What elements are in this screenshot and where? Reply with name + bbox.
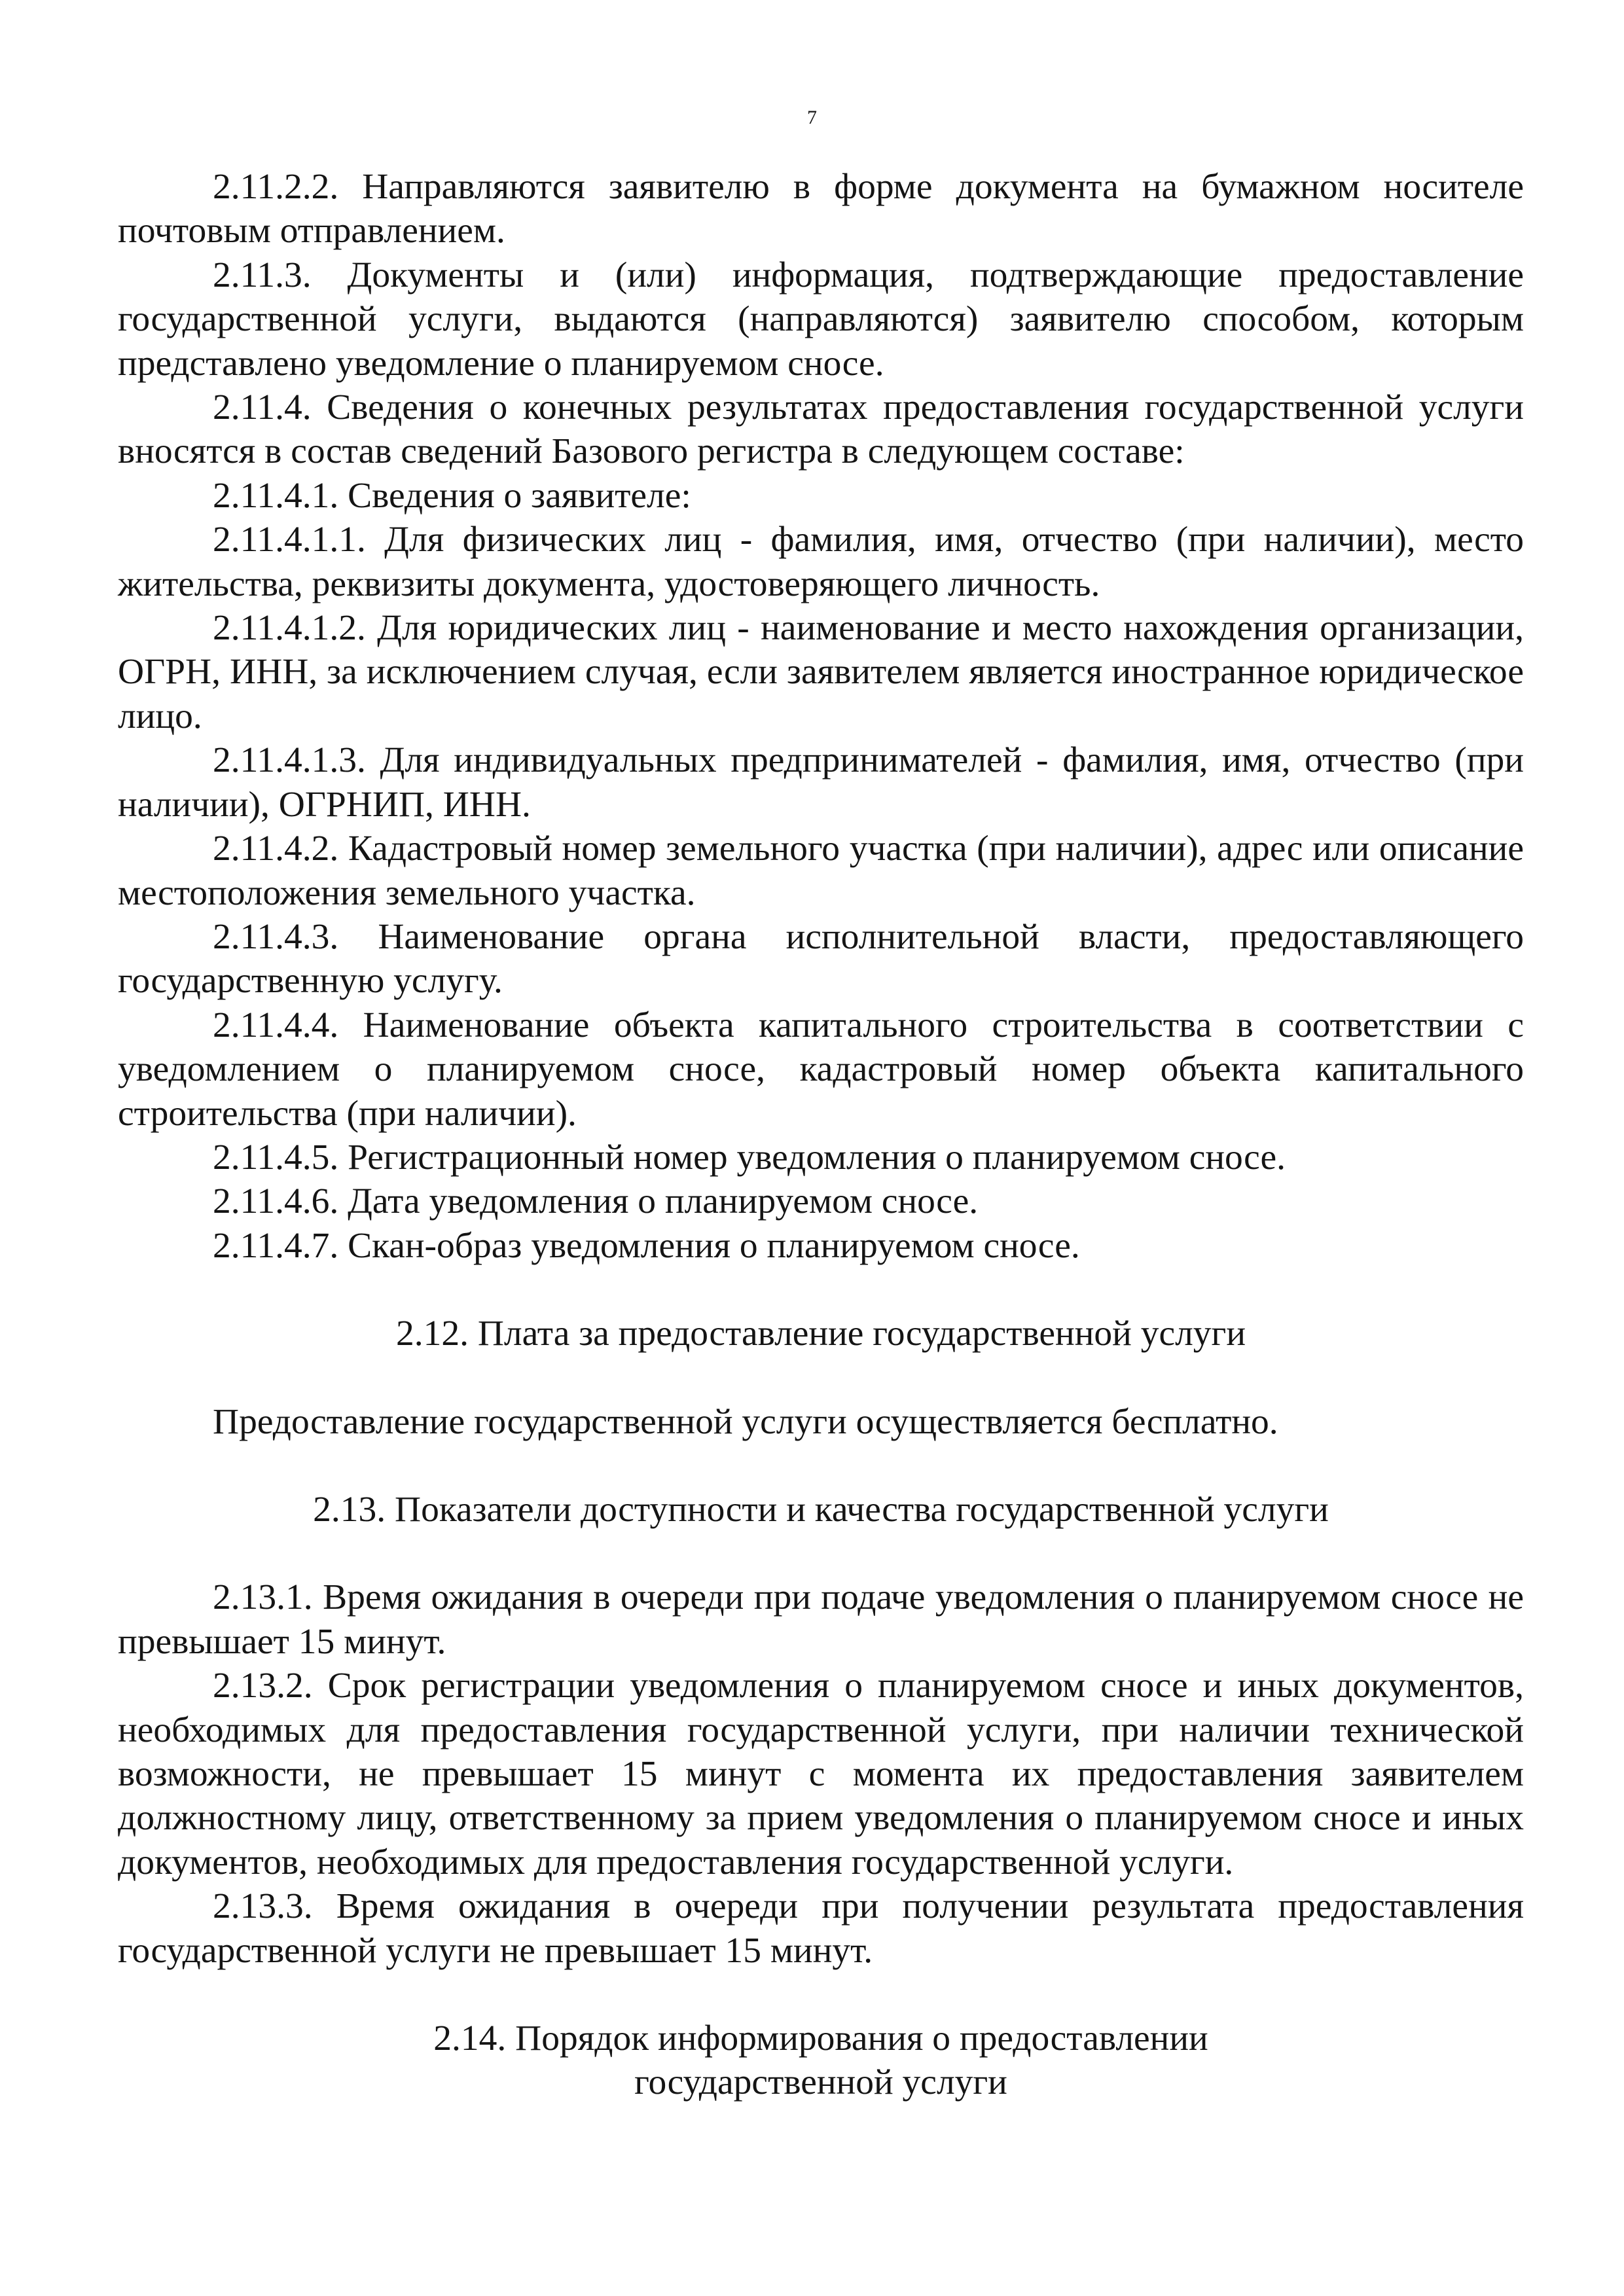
- paragraph-2-11-4-1: 2.11.4.1. Сведения о заявителе:: [213, 475, 691, 516]
- spacer: [118, 1268, 1524, 1312]
- paragraph-2-13-3: 2.13.3. Время ожидания в очереди при получении результата предоставления государственной услуги не превышает 15 минут.: [118, 1886, 1524, 1971]
- page-number: 7: [807, 107, 817, 128]
- spacer: [118, 1973, 1524, 2017]
- paragraph-2-13-1: 2.13.1. Время ожидания в очереди при подаче уведомления о планируемом сносе не превышает 15 минут.: [118, 1577, 1524, 1662]
- paragraph-2-11-4-1-2: 2.11.4.1.2. Для юридических лиц - наименование и место нахождения организации, ОГРН, ИНН, за исключением случая, если заявителем является иностранное юридическое лицо.: [118, 608, 1524, 736]
- section-heading-2-13: 2.13. Показатели доступности и качества государственной услуги: [313, 1489, 1329, 1530]
- paragraph-2-12-text: Предоставление государственной услуги осуществляется бесплатно.: [213, 1401, 1278, 1442]
- document-body: [118, 165, 1524, 2105]
- paragraph-2-11-4-2: 2.11.4.2. Кадастровый номер земельного участка (при наличии), адрес или описание местоположения земельного участка.: [118, 829, 1524, 913]
- paragraph-2-11-4-1-3: 2.11.4.1.3. Для индивидуальных предпринимателей - фамилия, имя, отчество (при наличии), ОГРНИП, ИНН.: [118, 740, 1524, 825]
- paragraph-2-11-4-6: 2.11.4.6. Дата уведомления о планируемом сносе.: [213, 1181, 979, 1222]
- paragraph-2-11-4: 2.11.4. Сведения о конечных результатах предоставления государственной услуги вносятся в состав сведений Базового регистра в следующем составе:: [118, 387, 1524, 472]
- spacer: [118, 1532, 1524, 1575]
- paragraph-2-11-4-3: 2.11.4.3. Наименование органа исполнительной власти, предоставляющего государственную услугу.: [118, 916, 1524, 1001]
- section-heading-2-14-line1: 2.14. Порядок информирования о предоставлении: [433, 2018, 1208, 2059]
- paragraph-2-11-4-7: 2.11.4.7. Скан-образ уведомления о планируемом сносе.: [213, 1225, 1080, 1266]
- paragraph-2-11-4-5: 2.11.4.5. Регистрационный номер уведомления о планируемом сносе.: [213, 1137, 1286, 1177]
- paragraph-2-11-2-2: 2.11.2.2. Направляются заявителю в форме документа на бумажном носителе почтовым отправлением.: [118, 167, 1524, 251]
- section-heading-2-14-line2: государственной услуги: [634, 2062, 1007, 2103]
- section-heading-2-12: 2.12. Плата за предоставление государственной услуги: [395, 1314, 1246, 1354]
- paragraph-2-13-2: 2.13.2. Срок регистрации уведомления о планируемом сносе и иных документов, необходимых для предоставления государственной услуги, при наличии технической возможности, не превышает 15 минут с момента их предоставления заявителем должностному лицу, ответственному за прием уведомления о планируемом сносе и иных документов, необходимых для предоставления государственной услуги.: [118, 1666, 1524, 1882]
- paragraph-2-11-4-1-1: 2.11.4.1.1. Для физических лиц - фамилия, имя, отчество (при наличии), место жительства, реквизиты документа, удостоверяющего личность.: [118, 520, 1524, 604]
- paragraph-2-11-4-4: 2.11.4.4. Наименование объекта капитального строительства в соответствии с уведомлением о планируемом сносе, кадастровый номер объекта капитального строительства (при наличии).: [118, 1005, 1524, 1134]
- paragraph-2-11-3: 2.11.3. Документы и (или) информация, подтверждающие предоставление государственной услуги, выдаются (направляются) заявителю способом, которым представлено уведомление о планируемом сносе.: [118, 255, 1524, 384]
- spacer: [118, 1444, 1524, 1488]
- spacer: [118, 1356, 1524, 1400]
